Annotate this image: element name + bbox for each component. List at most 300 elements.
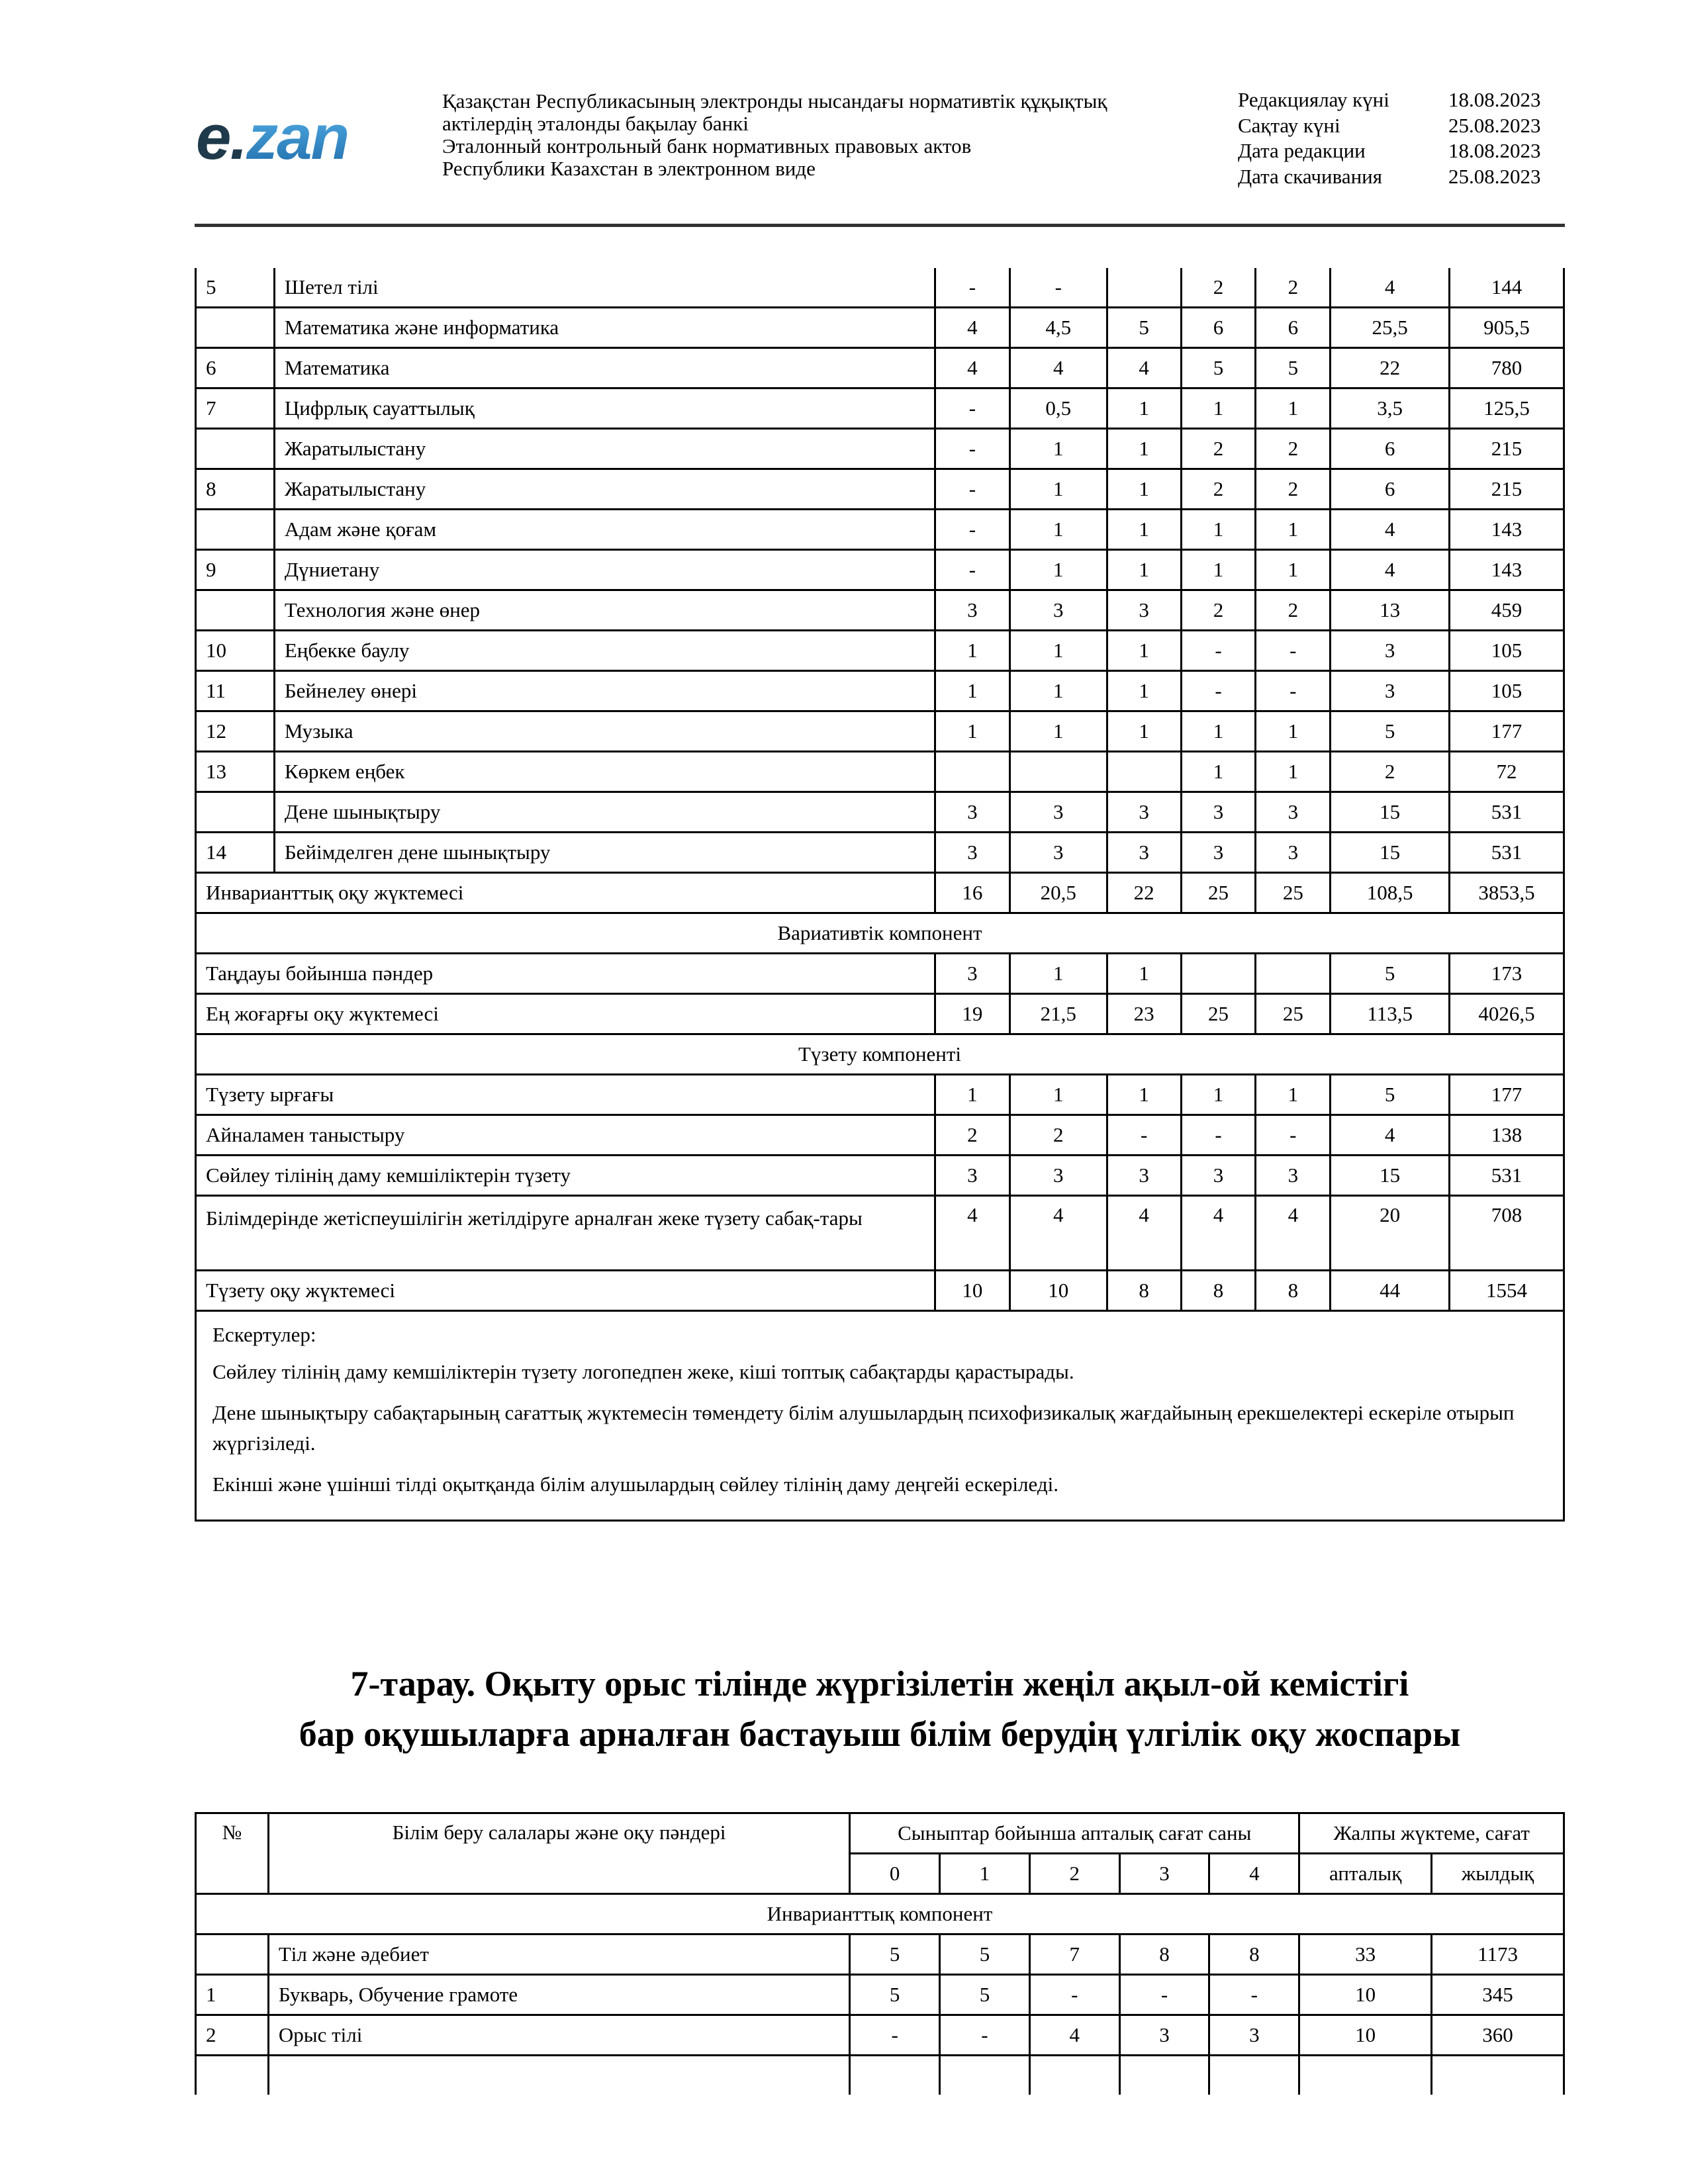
subject-name: Бейнелеу өнері <box>274 671 935 711</box>
subject-name: Көркем еңбек <box>274 752 935 792</box>
yearly-header: жылдық <box>1432 1854 1564 1894</box>
table-row <box>196 268 1564 308</box>
value-cell: 8 <box>1209 1934 1299 1975</box>
value-cell: 1 <box>1256 510 1331 550</box>
subject-name: Жаратылыстану <box>274 429 935 469</box>
value-cell <box>1256 954 1331 994</box>
value-cell: 3 <box>1181 792 1256 833</box>
subject-name: Математика және информатика <box>274 308 935 348</box>
value-cell: 1 <box>1256 752 1331 792</box>
section-header: Түзету компоненті <box>196 1034 1564 1075</box>
subject-name: Орыс тілі <box>268 2015 849 2056</box>
table-row <box>196 429 1564 469</box>
value-cell: 8 <box>1107 1271 1181 1311</box>
value-cell: 5 <box>1181 348 1256 388</box>
value-cell: 16 <box>935 873 1009 913</box>
row-number: 1 <box>196 1975 269 2015</box>
value-cell: 3 <box>1009 792 1107 833</box>
value-cell: 4 <box>1181 1196 1256 1271</box>
subject-name: Дүниетану <box>274 550 935 590</box>
column-header-weekly-by-grade: Сыныптар бойынша апталық сағат саны <box>850 1813 1299 1854</box>
column-header-total: Жалпы жүктеме, сағат <box>1299 1813 1564 1854</box>
value-cell: - <box>935 550 1009 590</box>
value-cell: 1 <box>1256 1075 1331 1115</box>
value-cell: 531 <box>1450 1156 1564 1196</box>
value-cell <box>1432 2056 1564 2095</box>
meta-value: 25.08.2023 <box>1448 164 1541 188</box>
value-cell: 1 <box>1181 711 1256 752</box>
value-cell: 15 <box>1331 792 1450 833</box>
value-cell: 6 <box>1256 308 1331 348</box>
value-cell: 215 <box>1450 429 1564 469</box>
document-dates <box>1238 87 1541 189</box>
subject-name: Жаратылыстану <box>274 469 935 510</box>
value-cell: 143 <box>1450 550 1564 590</box>
value-cell: 1 <box>1256 388 1331 429</box>
subject-name <box>268 2056 849 2095</box>
curriculum-table-chapter-7 <box>195 1812 1565 2095</box>
value-cell: 5 <box>940 1934 1030 1975</box>
row-label: Түзету оқу жүктемесі <box>196 1271 935 1311</box>
column-header-subjects: Білім беру салалары және оқу пәндері <box>268 1813 849 1894</box>
note-item: Екінші және үшінші тілді оқытқанда білім алушылардың сөйлеу тілінің даму деңгейі ескеріледі. <box>212 1473 1058 1496</box>
row-number <box>196 308 275 348</box>
value-cell: 345 <box>1432 1975 1564 2015</box>
section-title <box>195 1659 1565 1759</box>
value-cell: 1 <box>1009 671 1107 711</box>
notes-cell <box>196 1311 1564 1521</box>
value-cell: 3 <box>935 792 1009 833</box>
value-cell: 4 <box>1009 348 1107 388</box>
value-cell: 531 <box>1450 792 1564 833</box>
subject-name: Дене шынықтыру <box>274 792 935 833</box>
value-cell: 1 <box>1107 1075 1181 1115</box>
document-header <box>0 0 1688 232</box>
row-number: 12 <box>196 711 275 752</box>
value-cell: 1 <box>1107 631 1181 671</box>
value-cell: - <box>1181 631 1256 671</box>
row-number <box>196 429 275 469</box>
table-row <box>196 671 1564 711</box>
value-cell: 6 <box>1331 469 1450 510</box>
meta-label: Сақтау күні <box>1238 113 1340 137</box>
value-cell: 1 <box>1181 550 1256 590</box>
correction-row <box>196 1115 1564 1156</box>
value-cell: 1 <box>1181 1075 1256 1115</box>
value-cell: 15 <box>1331 1156 1450 1196</box>
value-cell: 3 <box>1256 833 1331 873</box>
table-row <box>196 510 1564 550</box>
row-number <box>196 590 275 631</box>
value-cell: 105 <box>1450 631 1564 671</box>
value-cell: 5 <box>1331 954 1450 994</box>
header-row <box>196 1813 1564 1854</box>
row-number: 6 <box>196 348 275 388</box>
value-cell: 1 <box>935 671 1009 711</box>
table-row <box>196 308 1564 348</box>
ezan-logo <box>196 102 388 173</box>
value-cell: 13 <box>1331 590 1450 631</box>
value-cell: - <box>1256 631 1331 671</box>
elective-row <box>196 954 1564 994</box>
meta-value: 25.08.2023 <box>1448 113 1541 137</box>
value-cell: 3 <box>1009 590 1107 631</box>
value-cell: 25,5 <box>1331 308 1450 348</box>
value-cell: - <box>935 268 1009 308</box>
value-cell: 4 <box>935 308 1009 348</box>
correction-row <box>196 1075 1564 1115</box>
value-cell: 3 <box>1107 590 1181 631</box>
row-label: Сөйлеу тілінің даму кемшіліктерін түзету <box>196 1156 935 1196</box>
value-cell: 1 <box>1009 631 1107 671</box>
invariant-total-row <box>196 873 1564 913</box>
value-cell <box>1181 954 1256 994</box>
value-cell: 3 <box>1256 792 1331 833</box>
table-row <box>196 711 1564 752</box>
curriculum-table-continued <box>195 268 1565 1522</box>
value-cell: 20 <box>1331 1196 1450 1271</box>
value-cell: 2 <box>1256 268 1331 308</box>
value-cell <box>1009 752 1107 792</box>
value-cell <box>1209 2056 1299 2095</box>
variative-header-row <box>196 913 1564 954</box>
table-row <box>196 752 1564 792</box>
grade-header: 3 <box>1119 1854 1209 1894</box>
value-cell: 3 <box>935 954 1009 994</box>
org-line: актілердің эталонды бақылау банкі <box>442 112 749 135</box>
value-cell: 3853,5 <box>1450 873 1564 913</box>
value-cell: 2 <box>1256 429 1331 469</box>
subject-name: Адам және қоғам <box>274 510 935 550</box>
value-cell: 23 <box>1107 994 1181 1034</box>
value-cell: 0,5 <box>1009 388 1107 429</box>
row-number: 9 <box>196 550 275 590</box>
subject-name: Букварь, Обучение грамоте <box>268 1975 849 2015</box>
meta-label: Дата редакции <box>1238 139 1366 162</box>
value-cell: 4 <box>1029 2015 1119 2056</box>
grade-header: 2 <box>1029 1854 1119 1894</box>
subject-name: Цифрлық сауаттылық <box>274 388 935 429</box>
subject-name: Технология және өнер <box>274 590 935 631</box>
value-cell: 105 <box>1450 671 1564 711</box>
section-header: Инварианттық компонент <box>196 1894 1564 1934</box>
row-label: Айналамен таныстыру <box>196 1115 935 1156</box>
value-cell: - <box>1107 1115 1181 1156</box>
note-item: Сөйлеу тілінің даму кемшіліктерін түзету логопедпен жеке, кіші топтық сабақтарды қарастырады. <box>212 1360 1074 1383</box>
value-cell: 360 <box>1432 2015 1564 2056</box>
value-cell: 3 <box>1256 1156 1331 1196</box>
value-cell: 3 <box>1331 631 1450 671</box>
value-cell: 3,5 <box>1331 388 1450 429</box>
value-cell: 4 <box>935 1196 1009 1271</box>
value-cell: 144 <box>1450 268 1564 308</box>
row-label: Таңдауы бойынша пәндер <box>196 954 935 994</box>
value-cell: 20,5 <box>1009 873 1107 913</box>
value-cell: 2 <box>1331 752 1450 792</box>
meta-label: Редакциялау күні <box>1238 88 1389 111</box>
value-cell: - <box>935 510 1009 550</box>
value-cell: - <box>1029 1975 1119 2015</box>
row-number: 13 <box>196 752 275 792</box>
value-cell: 1 <box>1009 954 1107 994</box>
weekly-header: апталық <box>1299 1854 1432 1894</box>
meta-value: 18.08.2023 <box>1448 88 1541 111</box>
value-cell: - <box>1119 1975 1209 2015</box>
grade-header: 1 <box>940 1854 1030 1894</box>
value-cell: 459 <box>1450 590 1564 631</box>
value-cell: - <box>1009 268 1107 308</box>
value-cell: 4 <box>1107 1196 1181 1271</box>
value-cell <box>1119 2056 1209 2095</box>
row-number: 8 <box>196 469 275 510</box>
meta-row <box>1238 113 1541 139</box>
value-cell: 1554 <box>1450 1271 1564 1311</box>
value-cell: 215 <box>1450 469 1564 510</box>
value-cell: 4 <box>1331 510 1450 550</box>
value-cell: - <box>940 2015 1030 2056</box>
value-cell: 2 <box>1181 429 1256 469</box>
value-cell: 10 <box>1299 1975 1432 2015</box>
row-number: 11 <box>196 671 275 711</box>
value-cell: 1 <box>1107 954 1181 994</box>
section-title-line: 7-тарау. Оқыту орыс тілінде жүргізілетін жеңіл ақыл-ой кемістігі <box>350 1664 1409 1704</box>
value-cell: 1 <box>1107 671 1181 711</box>
value-cell: - <box>1256 671 1331 711</box>
value-cell: 8 <box>1181 1271 1256 1311</box>
value-cell: 5 <box>1256 348 1331 388</box>
subject-name: Бейімделген дене шынықтыру <box>274 833 935 873</box>
row-number <box>196 2056 269 2095</box>
value-cell: - <box>1181 671 1256 711</box>
grade-header: 0 <box>850 1854 940 1894</box>
value-cell: 5 <box>1331 711 1450 752</box>
table-row <box>196 469 1564 510</box>
value-cell: 173 <box>1450 954 1564 994</box>
value-cell: 72 <box>1450 752 1564 792</box>
value-cell: 3 <box>1107 792 1181 833</box>
value-cell: 2 <box>935 1115 1009 1156</box>
value-cell: 44 <box>1331 1271 1450 1311</box>
value-cell: 2 <box>1009 1115 1107 1156</box>
section-title-line: бар оқушыларға арналған бастауыш білім берудің үлгілік оқу жоспары <box>299 1714 1461 1754</box>
value-cell: 177 <box>1450 1075 1564 1115</box>
value-cell: 1 <box>935 711 1009 752</box>
value-cell: - <box>935 388 1009 429</box>
row-label: Білімдерінде жетіспеушілігін жетілдіруге арналған жеке түзету сабақ-тары <box>196 1196 935 1271</box>
value-cell: 3 <box>1181 833 1256 873</box>
subject-name: Тіл және әдебиет <box>268 1934 849 1975</box>
row-label: Ең жоғарғы оқу жүктемесі <box>196 994 935 1034</box>
value-cell: 3 <box>1107 1156 1181 1196</box>
row-number <box>196 792 275 833</box>
correction-row <box>196 1196 1564 1271</box>
logo-e: e <box>196 102 230 173</box>
value-cell: 22 <box>1107 873 1181 913</box>
row-number: 2 <box>196 2015 269 2056</box>
value-cell <box>1299 2056 1432 2095</box>
value-cell: 21,5 <box>1009 994 1107 1034</box>
value-cell: - <box>1181 1115 1256 1156</box>
value-cell: 1 <box>1009 550 1107 590</box>
header-divider <box>195 224 1565 227</box>
value-cell: 5 <box>850 1975 940 2015</box>
row-label: Инварианттық оқу жүктемесі <box>196 873 935 913</box>
value-cell: 6 <box>1181 308 1256 348</box>
value-cell: 1 <box>1181 752 1256 792</box>
value-cell: 7 <box>1029 1934 1119 1975</box>
value-cell: 143 <box>1450 510 1564 550</box>
value-cell: - <box>850 2015 940 2056</box>
value-cell: 1 <box>1107 550 1181 590</box>
value-cell: 3 <box>1331 671 1450 711</box>
table-row <box>196 1975 1564 2015</box>
value-cell: 15 <box>1331 833 1450 873</box>
table-row <box>196 2056 1564 2095</box>
value-cell: 177 <box>1450 711 1564 752</box>
logo-dot: . <box>230 102 247 173</box>
value-cell: 4 <box>1256 1196 1331 1271</box>
subject-name: Шетел тілі <box>274 268 935 308</box>
value-cell: - <box>935 429 1009 469</box>
value-cell: 708 <box>1450 1196 1564 1271</box>
notes-title: Ескертулер: <box>212 1323 316 1346</box>
section-header: Вариативтік компонент <box>196 913 1564 954</box>
table-row <box>196 590 1564 631</box>
subject-name: Музыка <box>274 711 935 752</box>
row-label: Түзету ырғағы <box>196 1075 935 1115</box>
value-cell: 1 <box>1009 510 1107 550</box>
value-cell: 3 <box>1009 833 1107 873</box>
value-cell: 5 <box>940 1975 1030 2015</box>
value-cell: 113,5 <box>1331 994 1450 1034</box>
value-cell <box>940 2056 1030 2095</box>
value-cell <box>1107 752 1181 792</box>
value-cell: - <box>1209 1975 1299 2015</box>
row-number: 10 <box>196 631 275 671</box>
org-line: Эталонный контрольный банк нормативных правовых актов <box>442 134 972 158</box>
value-cell: 1 <box>1009 469 1107 510</box>
value-cell: 3 <box>935 590 1009 631</box>
value-cell: - <box>935 469 1009 510</box>
value-cell: 10 <box>1299 2015 1432 2056</box>
value-cell: 1 <box>1107 510 1181 550</box>
max-load-row <box>196 994 1564 1034</box>
value-cell: 1173 <box>1432 1934 1564 1975</box>
correction-row <box>196 1156 1564 1196</box>
correction-total-row <box>196 1271 1564 1311</box>
value-cell <box>850 2056 940 2095</box>
value-cell <box>935 752 1009 792</box>
value-cell: 2 <box>1181 268 1256 308</box>
meta-label: Дата скачивания <box>1238 164 1383 188</box>
value-cell: 2 <box>1256 469 1331 510</box>
meta-row <box>1238 138 1541 164</box>
value-cell: 5 <box>1331 1075 1450 1115</box>
value-cell: 8 <box>1256 1271 1331 1311</box>
value-cell <box>1029 2056 1119 2095</box>
value-cell: 33 <box>1299 1934 1432 1975</box>
subject-name: Математика <box>274 348 935 388</box>
value-cell: 125,5 <box>1450 388 1564 429</box>
grade-header: 4 <box>1209 1854 1299 1894</box>
value-cell: 4 <box>1107 348 1181 388</box>
value-cell <box>1107 268 1181 308</box>
value-cell: 4,5 <box>1009 308 1107 348</box>
value-cell: 4026,5 <box>1450 994 1564 1034</box>
value-cell: - <box>1256 1115 1331 1156</box>
value-cell: 1 <box>1181 388 1256 429</box>
value-cell: 10 <box>1009 1271 1107 1311</box>
value-cell: 5 <box>1107 308 1181 348</box>
value-cell: 1 <box>1107 469 1181 510</box>
table-row <box>196 388 1564 429</box>
value-cell: 5 <box>850 1934 940 1975</box>
row-number: 7 <box>196 388 275 429</box>
value-cell: 19 <box>935 994 1009 1034</box>
table-row <box>196 1934 1564 1975</box>
meta-row <box>1238 164 1541 190</box>
notes-row <box>196 1311 1564 1521</box>
value-cell: 3 <box>1119 2015 1209 2056</box>
value-cell: 3 <box>935 1156 1009 1196</box>
correction-header-row <box>196 1034 1564 1075</box>
row-number: 5 <box>196 268 275 308</box>
value-cell: 1 <box>1256 711 1331 752</box>
org-line: Республики Казахстан в электронном виде <box>442 157 816 180</box>
value-cell: 3 <box>935 833 1009 873</box>
value-cell: 6 <box>1331 429 1450 469</box>
invariant-header-row <box>196 1894 1564 1934</box>
value-cell: 4 <box>1331 550 1450 590</box>
value-cell: 108,5 <box>1331 873 1450 913</box>
value-cell: 3 <box>1181 1156 1256 1196</box>
value-cell: 10 <box>935 1271 1009 1311</box>
value-cell: 1 <box>1256 550 1331 590</box>
value-cell: 1 <box>935 631 1009 671</box>
table-row <box>196 348 1564 388</box>
logo-zan: zan <box>246 102 349 173</box>
value-cell: 2 <box>1181 469 1256 510</box>
meta-value: 18.08.2023 <box>1448 139 1541 162</box>
value-cell: 4 <box>1331 268 1450 308</box>
value-cell: 531 <box>1450 833 1564 873</box>
value-cell: 1 <box>1181 510 1256 550</box>
row-number: 14 <box>196 833 275 873</box>
table-row <box>196 833 1564 873</box>
value-cell: 2 <box>1181 590 1256 631</box>
value-cell: 1 <box>935 1075 1009 1115</box>
value-cell: 1 <box>1107 429 1181 469</box>
value-cell: 3 <box>1009 1156 1107 1196</box>
row-number <box>196 1934 269 1975</box>
value-cell: 1 <box>1107 388 1181 429</box>
value-cell: 22 <box>1331 348 1450 388</box>
value-cell: 4 <box>1009 1196 1107 1271</box>
value-cell: 1 <box>1009 711 1107 752</box>
value-cell: 4 <box>1331 1115 1450 1156</box>
meta-row <box>1238 87 1541 113</box>
value-cell: 1 <box>1009 1075 1107 1115</box>
value-cell: 25 <box>1256 873 1331 913</box>
value-cell: 2 <box>1256 590 1331 631</box>
note-item: Дене шынықтыру сабақтарының сағаттық жүктемесін төмендету білім алушылардың психофизикалық жағдайының ерекшелектері ескеріле отырып жүргізіледі. <box>212 1401 1515 1455</box>
value-cell: 1 <box>1107 711 1181 752</box>
value-cell: 4 <box>935 348 1009 388</box>
value-cell: 25 <box>1181 873 1256 913</box>
column-header-number: № <box>196 1813 269 1894</box>
value-cell: 3 <box>1107 833 1181 873</box>
value-cell: 8 <box>1119 1934 1209 1975</box>
